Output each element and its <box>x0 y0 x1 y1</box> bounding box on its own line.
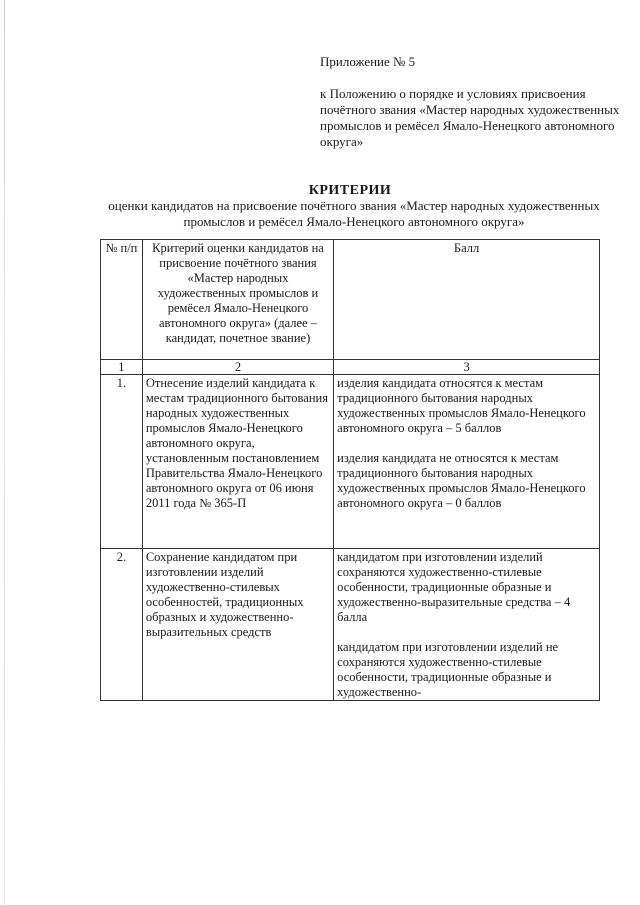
row-number: 1. <box>101 375 143 549</box>
criteria-heading: КРИТЕРИИ <box>308 183 392 198</box>
appendix-text: к Положению о порядке и условиях присвоения почётного звания «Мастер народных художественных промыслов и ремёсел Ямало-Ненецкого автономного округа» <box>320 86 620 149</box>
column-number: 3 <box>334 360 600 375</box>
appendix-block <box>320 54 620 150</box>
table-header-row <box>101 240 600 360</box>
criteria-table <box>100 239 600 701</box>
column-number: 2 <box>142 360 333 375</box>
scan-edge-line <box>4 0 5 905</box>
score-option: кандидатом при изготовлении изделий не сохраняются художественно-стилевые особенности, традиционные образные и художественно- <box>337 640 559 699</box>
criteria-subtitle: оценки кандидатов на присвоение почётного звания «Мастер народных художественных промыслов и ремёсел Ямало-Ненецкого автономного округа» <box>108 198 600 229</box>
column-number: 1 <box>101 360 143 375</box>
score-option: кандидатом при изготовлении изделий сохраняются художественно-стилевые особенности, традиционные образные и художественно-выразительные средства – 4 балла <box>337 550 571 624</box>
score-option: изделия кандидата относятся к местам традиционного бытования народных художественных промыслов Ямало-Ненецкого автономного округа – 5 баллов <box>337 376 586 435</box>
appendix-title: Приложение № 5 <box>320 54 416 69</box>
score-option: изделия кандидата не относятся к местам традиционного бытования народных художественных промыслов Ямало-Ненецкого автономного округа – 0 баллов <box>337 451 586 510</box>
header-num: № п/п <box>101 240 143 360</box>
header-score: Балл <box>334 240 600 360</box>
table-row <box>101 375 600 549</box>
row-scores <box>334 375 600 549</box>
row-criterion: Сохранение кандидатом при изготовлении изделий художественно-стилевых особенностей, традиционных образных и художественно-выразительных средств <box>142 549 333 701</box>
table-row <box>101 549 600 701</box>
row-criterion: Отнесение изделий кандидата к местам традиционного бытования народных художественных промыслов Ямало-Ненецкого автономного округа, установленным постановлением Правительства Ямало-Ненецкого автономного округа от 06 июня 2011 года № 365-П <box>142 375 333 549</box>
row-number: 2. <box>101 549 143 701</box>
header-criterion: Критерий оценки кандидатов на присвоение почётного звания «Мастер народных художественных промыслов и ремёсел Ямало-Ненецкого автономного округа» (далее – кандидат, почетное звание) <box>142 240 333 360</box>
column-number-row <box>101 360 600 375</box>
row-scores <box>334 549 600 701</box>
